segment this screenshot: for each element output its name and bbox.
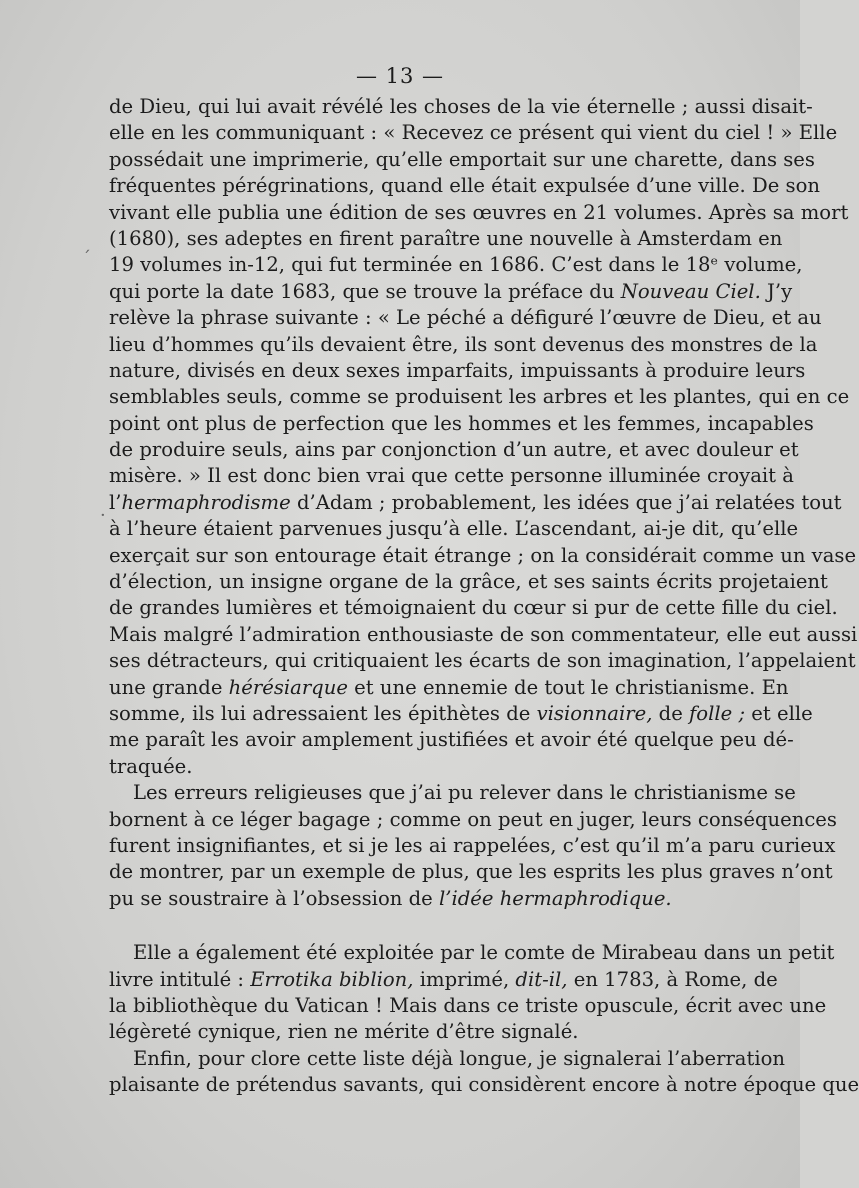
text-line: ses détracteurs, qui critiquaient les écarts de son imagination, l’appelaient xyxy=(109,649,856,673)
paragraph-gap xyxy=(109,912,733,940)
text-line: bornent à ce léger bagage ; comme on peut en juger, leurs conséquences xyxy=(109,807,837,831)
text-line: nature, divisés en deux sexes imparfaits, impuissants à produire leurs xyxy=(109,358,806,382)
term-hermaphrodisme: hermaphrodisme xyxy=(121,490,291,514)
text-run: somme, ils lui adressaient les épithètes de xyxy=(109,701,537,725)
term-dit-il: dit-il, xyxy=(515,967,568,991)
text-line: de montrer, par un exemple de plus, que les esprits les plus graves n’ont xyxy=(109,860,833,884)
page-number: — 13 — xyxy=(355,64,445,88)
margin-mark: ˊ xyxy=(82,248,91,269)
text-line: furent insignifiantes, et si je les ai rappelées, c’est qu’il m’a paru curieux xyxy=(109,833,836,857)
text-run: J’y xyxy=(760,279,793,303)
text-line: semblables seuls, comme se produisent les arbres et les plantes, qui en ce xyxy=(109,385,850,409)
book-title-nouveau-ciel: Nouveau Ciel. xyxy=(620,279,761,303)
body-text xyxy=(109,94,859,1098)
text-line: (1680), ses adeptes en firent paraître une nouvelle à Amsterdam en xyxy=(109,226,783,250)
text-line: traquée. xyxy=(109,754,193,778)
text-line: à l’heure étaient parvenues jusqu’à elle. L’ascendant, ai-je dit, qu’elle xyxy=(109,517,799,541)
text-run: et une ennemie de tout le christianisme. En xyxy=(347,675,789,699)
text-line xyxy=(109,886,733,912)
term-heresiarque: hérésiarque xyxy=(228,675,348,699)
text-line: de Dieu, qui lui avait révélé les choses de la vie éternelle ; aussi disait- xyxy=(109,95,813,118)
text-run: pu se soustraire à l’obsession de xyxy=(109,886,439,910)
text-line: d’élection, un insigne organe de la grâce, et ses saints écrits projetaient xyxy=(109,570,828,594)
text-line: lieu d’hommes qu’ils devaient être, ils sont devenus des monstres de la xyxy=(109,332,818,356)
text-line: Les erreurs religieuses que j’ai pu relever dans le christianisme se xyxy=(133,781,796,805)
text-line: me paraît les avoir amplement justifiées et avoir été quelque peu dé- xyxy=(109,728,794,752)
text-line: possédait une imprimerie, qu’elle emportait sur une charette, dans ses xyxy=(109,147,815,171)
book-title-errotika-biblion: Errotika biblion, xyxy=(250,967,414,991)
text-run: l’ xyxy=(109,490,122,514)
text-line: Enfin, pour clore cette liste déjà longue, je signalerai l’aberration xyxy=(133,1046,786,1070)
text-line xyxy=(109,675,789,701)
text-run: de xyxy=(652,701,690,725)
text-line: légèreté cynique, rien ne mérite d’être signalé. xyxy=(109,1020,579,1044)
term-visionnaire: visionnaire, xyxy=(536,701,653,725)
text-line: plaisante de prétendus savants, qui considèrent encore à notre époque que xyxy=(109,1073,859,1097)
text-line: point ont plus de perfection que les hommes et les femmes, incapables xyxy=(109,411,814,435)
term-folle: folle ; xyxy=(689,701,746,725)
text-run: et elle xyxy=(745,701,813,725)
text-line xyxy=(109,701,813,727)
text-line: 19 volumes in-12, qui fut terminée en 1686. C’est dans le 18ᵉ volume, xyxy=(109,253,803,277)
text-line: de grandes lumières et témoignaient du cœur si pur de cette fille du ciel. xyxy=(109,596,838,620)
text-run: en 1783, à Rome, de xyxy=(567,967,778,991)
text-line: misère. » Il est donc bien vrai que cette personne illuminée croyait à xyxy=(109,464,794,488)
margin-mark: · xyxy=(100,505,106,526)
text-line: la bibliothèque du Vatican ! Mais dans ce triste opuscule, écrit avec une xyxy=(109,993,827,1017)
text-run: qui porte la date 1683, que se trouve la préface du xyxy=(109,279,621,303)
text-line: de produire seuls, ains par conjonction d’un autre, et avec douleur et xyxy=(109,438,799,462)
text-run: imprimé, xyxy=(413,967,516,991)
text-line xyxy=(109,279,793,305)
text-line: fréquentes pérégrinations, quand elle était expulsée d’une ville. De son xyxy=(109,174,821,198)
text-line: vivant elle publia une édition de ses œuvres en 21 volumes. Après sa mort xyxy=(109,200,849,224)
text-run: livre intitulé : xyxy=(109,967,251,991)
text-line: Mais malgré l’admiration enthousiaste de son commentateur, elle eut aussi xyxy=(109,622,858,646)
text-line: relève la phrase suivante : « Le péché a défiguré l’œuvre de Dieu, et au xyxy=(109,306,822,330)
text-line: Elle a également été exploitée par le comte de Mirabeau dans un petit xyxy=(133,941,835,965)
text-run: d’Adam ; probablement, les idées que j’ai relatées tout xyxy=(290,490,842,514)
text-run: une grande xyxy=(109,675,229,699)
term-idee-hermaphrodique: l’idée hermaphrodique. xyxy=(438,886,672,910)
text-line: elle en les communiquant : « Recevez ce présent qui vient du ciel ! » Elle xyxy=(109,121,838,145)
text-line: exerçait sur son entourage était étrange ; on la considérait comme un vase xyxy=(109,543,857,567)
text-line xyxy=(109,967,778,993)
text-line xyxy=(109,490,842,516)
